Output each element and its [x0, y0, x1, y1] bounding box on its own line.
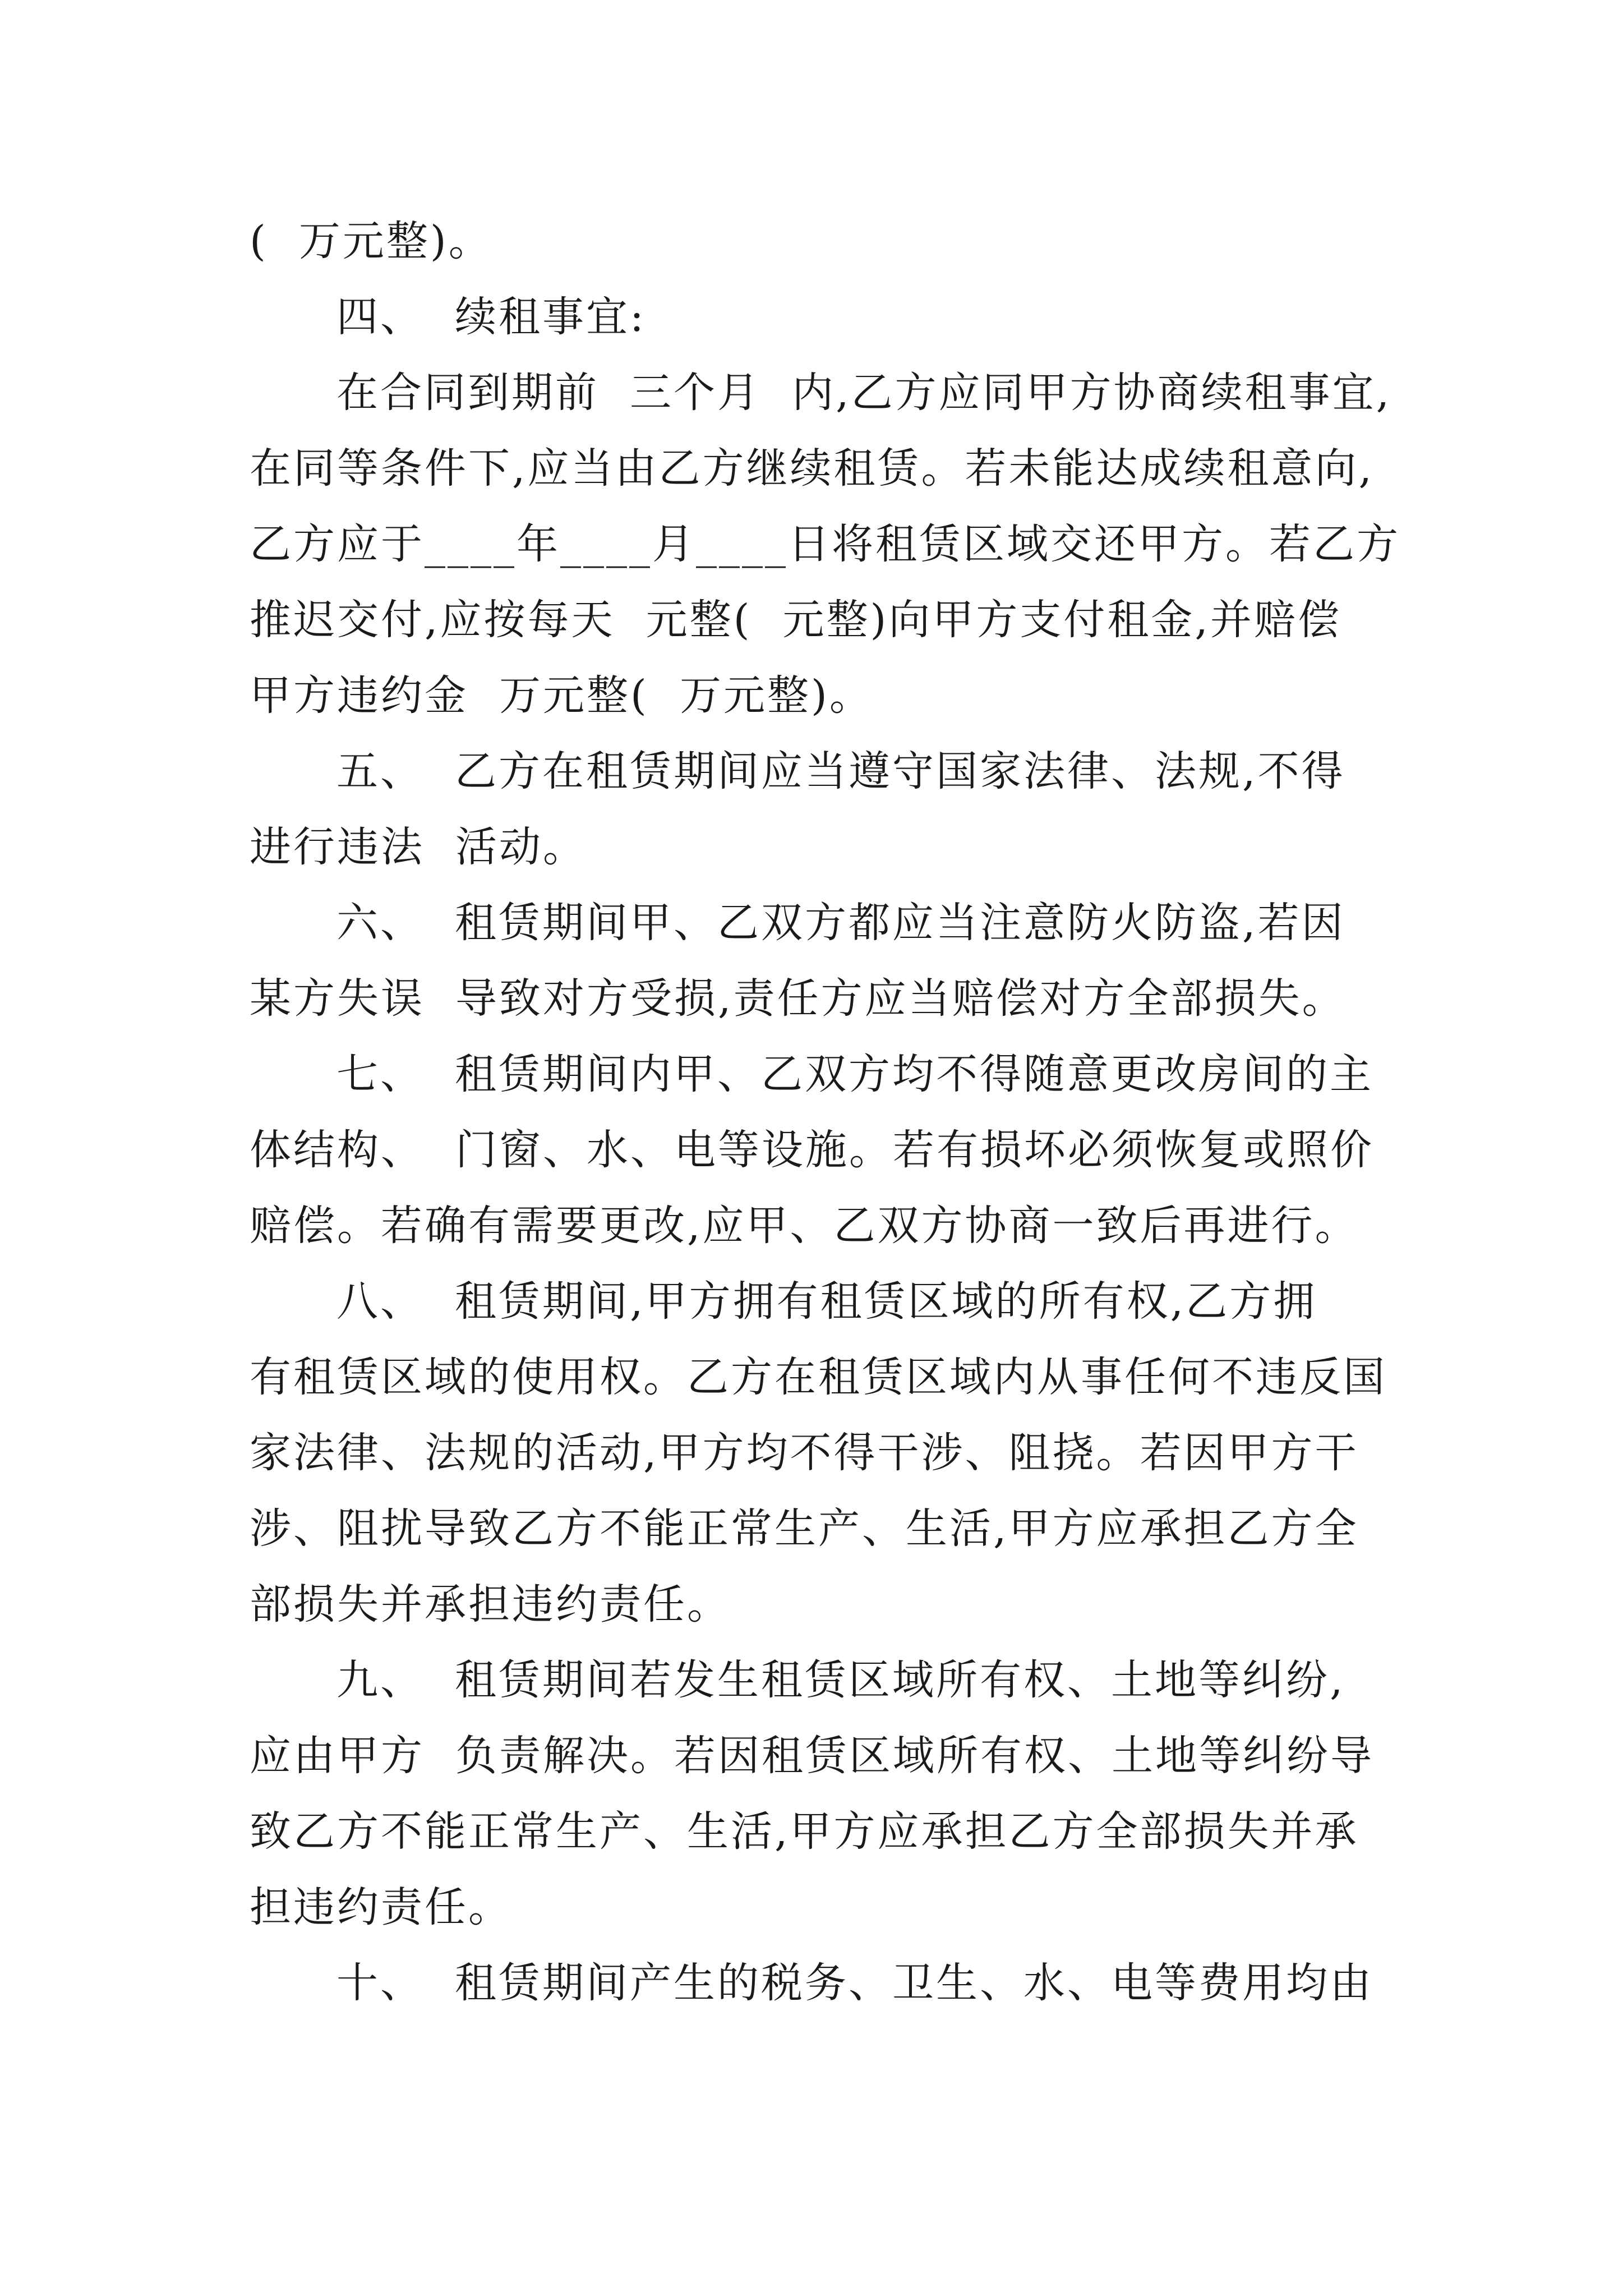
section-heading: 四、 续租事宜:: [336, 293, 646, 341]
text-line: 在合同到期前 三个月 内,乙方应同甲方协商续租事宜,: [336, 369, 1392, 417]
text-line: 推迟交付,应按每天 元整( 元整)向甲方支付租金,并赔偿: [250, 596, 1341, 644]
text-line: ( 万元整)。: [250, 217, 492, 265]
text-line: 家法律、法规的活动,甲方均不得干涉、阻挠。若因甲方干: [250, 1429, 1359, 1477]
text-line: 体结构、 门窗、水、电等设施。若有损坏必须恢复或照价: [250, 1126, 1375, 1174]
text-line: 进行违法 活动。: [250, 823, 587, 871]
text-line: 赔偿。若确有需要更改,应甲、乙双方协商一致后再进行。: [250, 1202, 1359, 1250]
text-line: 乙方应于____年____月____日将租赁区域交还甲方。若乙方: [250, 520, 1400, 568]
section-heading: 十、 租赁期间产生的税务、卫生、水、电等费用均由: [336, 1959, 1374, 2007]
text-line: 某方失误 导致对方受损,责任方应当赔偿对方全部损失。: [250, 974, 1346, 1023]
text-line: 担违约责任。: [250, 1883, 512, 1931]
text-line: 在同等条件下,应当由乙方继续租赁。若未能达成续租意向,: [250, 444, 1375, 493]
section-heading: 五、 乙方在租赁期间应当遵守国家法律、法规,不得: [336, 747, 1345, 795]
text-line: 应由甲方 负责解决。若因租赁区域所有权、土地等纠纷导: [250, 1732, 1375, 1780]
text-line: 涉、阻扰导致乙方不能正常生产、生活,甲方应承担乙方全: [250, 1504, 1359, 1553]
section-heading: 七、 租赁期间内甲、乙双方均不得随意更改房间的主: [336, 1050, 1374, 1098]
text-line: 致乙方不能正常生产、生活,甲方应承担乙方全部损失并承: [250, 1807, 1359, 1856]
section-heading: 八、 租赁期间,甲方拥有租赁区域的所有权,乙方拥: [336, 1277, 1317, 1326]
section-heading: 六、 租赁期间甲、乙双方都应当注意防火防盗,若因: [336, 899, 1345, 947]
section-heading: 九、 租赁期间若发生租赁区域所有权、土地等纠纷,: [336, 1656, 1345, 1704]
text-line: 部损失并承担违约责任。: [250, 1580, 731, 1628]
text-line: 甲方违约金 万元整( 万元整)。: [250, 671, 873, 720]
text-line: 有租赁区域的使用权。乙方在租赁区域内从事任何不违反国: [250, 1353, 1387, 1401]
